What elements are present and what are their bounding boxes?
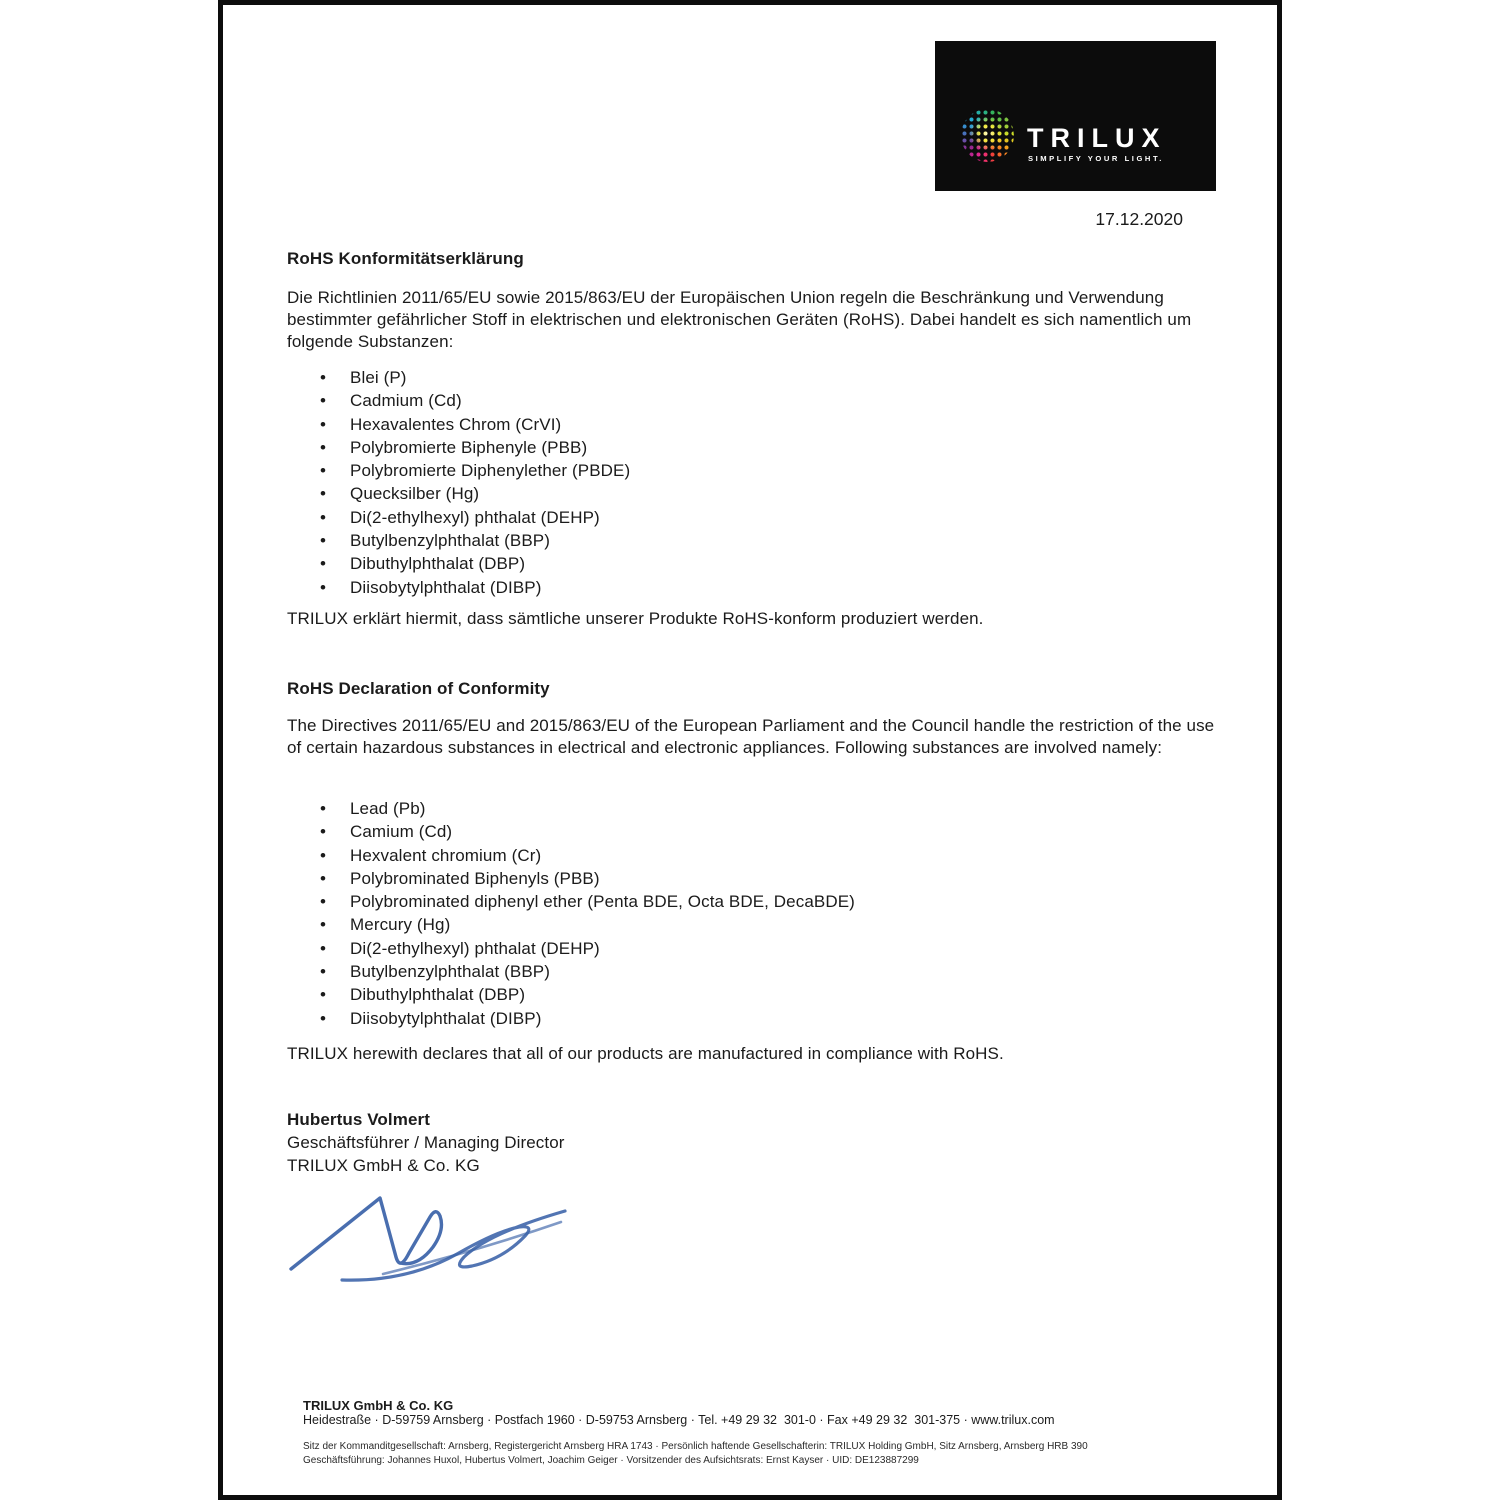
signature-stroke — [342, 1211, 565, 1280]
list-item: • Polybromierte Diphenylether (PBDE) — [287, 459, 1217, 482]
document-page — [218, 0, 1282, 1500]
footer-legal-line-1: Sitz der Kommanditgesellschaft: Arnsberg, Registergericht Arnsberg HRA 1743 · Persönlich haftende Gesellschafterin: TRILUX Holding GmbH, Sitz Arnsberg, Arnsberg HRB 390 — [303, 1441, 1088, 1452]
german-closing-statement: TRILUX erklärt hiermit, dass sämtliche unserer Produkte RoHS-konform produziert werden. — [287, 609, 984, 628]
footer — [303, 1398, 1203, 1467]
list-item: • Mercury (Hg) — [287, 913, 1217, 936]
list-item: • Diisobytylphthalat (DIBP) — [287, 576, 1217, 599]
english-closing-statement: TRILUX herewith declares that all of our products are manufactured in compliance with RoHS. — [287, 1044, 1004, 1063]
list-item: • Lead (Pb) — [287, 797, 1217, 820]
signatory-name: Hubertus Volmert — [287, 1110, 430, 1129]
signature-stroke — [291, 1198, 441, 1269]
german-substance-list — [287, 366, 1217, 599]
signatory-company: TRILUX GmbH & Co. KG — [287, 1156, 480, 1175]
list-item: • Dibuthylphthalat (DBP) — [287, 983, 1217, 1006]
english-intro-paragraph: The Directives 2011/65/EU and 2015/863/EU of the European Parliament and the Council handle the restriction of the use of certain hazardous substances in electrical and electronic appliances. Following substances are involved namely: — [287, 716, 1215, 757]
document-date: 17.12.2020 — [1095, 209, 1183, 229]
list-item: • Hexvalent chromium (Cr) — [287, 844, 1217, 867]
list-item: • Camium (Cd) — [287, 820, 1217, 843]
list-item: • Cadmium (Cd) — [287, 389, 1217, 412]
list-item: • Polybrominated diphenyl ether (Penta BDE, Octa BDE, DecaBDE) — [287, 890, 1217, 913]
trilux-globe-icon — [961, 109, 1014, 162]
list-item: • Polybromierte Biphenyle (PBB) — [287, 436, 1217, 459]
footer-legal-lines — [303, 1440, 1203, 1467]
english-heading: RoHS Declaration of Conformity — [287, 679, 550, 698]
signatory-block — [287, 1108, 1217, 1177]
footer-company-name: TRILUX GmbH & Co. KG — [303, 1398, 454, 1413]
brand-wordmark: TRILUX — [1027, 123, 1167, 153]
german-intro-paragraph: Die Richtlinien 2011/65/EU sowie 2015/863/EU der Europäischen Union regeln die Beschränkung und Verwendung bestimmter gefährlicher Stoff in elektrischen und elektronischen Geräten (RoHS). Dabei handelt es sich namentlich um folgende Substanzen: — [287, 288, 1192, 351]
brand-tagline: SIMPLIFY YOUR LIGHT. — [1028, 154, 1164, 163]
signature-handwriting — [287, 1183, 577, 1293]
list-item: • Hexavalentes Chrom (CrVI) — [287, 413, 1217, 436]
list-item: • Butylbenzylphthalat (BBP) — [287, 960, 1217, 983]
list-item: • Butylbenzylphthalat (BBP) — [287, 529, 1217, 552]
english-substance-list — [287, 797, 1217, 1030]
list-item: • Diisobytylphthalat (DIBP) — [287, 1007, 1217, 1030]
list-item: • Di(2-ethylhexyl) phthalat (DEHP) — [287, 506, 1217, 529]
list-item: • Dibuthylphthalat (DBP) — [287, 552, 1217, 575]
list-item: • Di(2-ethylhexyl) phthalat (DEHP) — [287, 937, 1217, 960]
list-item: • Polybrominated Biphenyls (PBB) — [287, 867, 1217, 890]
footer-legal-line-2: Geschäftsführung: Johannes Huxol, Hubertus Volmert, Joachim Geiger · Vorsitzender des Aufsichtsrats: Ernst Kayser · UID: DE123887299 — [303, 1454, 919, 1466]
list-item: • Quecksilber (Hg) — [287, 482, 1217, 505]
footer-address-line: Heidestraße · D-59759 Arnsberg · Postfach 1960 · D-59753 Arnsberg · Tel. +49 29 32 301-0 · Fax +49 29 32 301-375 · www.trilux.com — [303, 1413, 1055, 1427]
list-item: • Blei (P) — [287, 366, 1217, 389]
trilux-logo — [935, 41, 1216, 191]
signatory-title: Geschäftsführer / Managing Director — [287, 1133, 565, 1152]
german-heading: RoHS Konformitätserklärung — [287, 249, 524, 268]
